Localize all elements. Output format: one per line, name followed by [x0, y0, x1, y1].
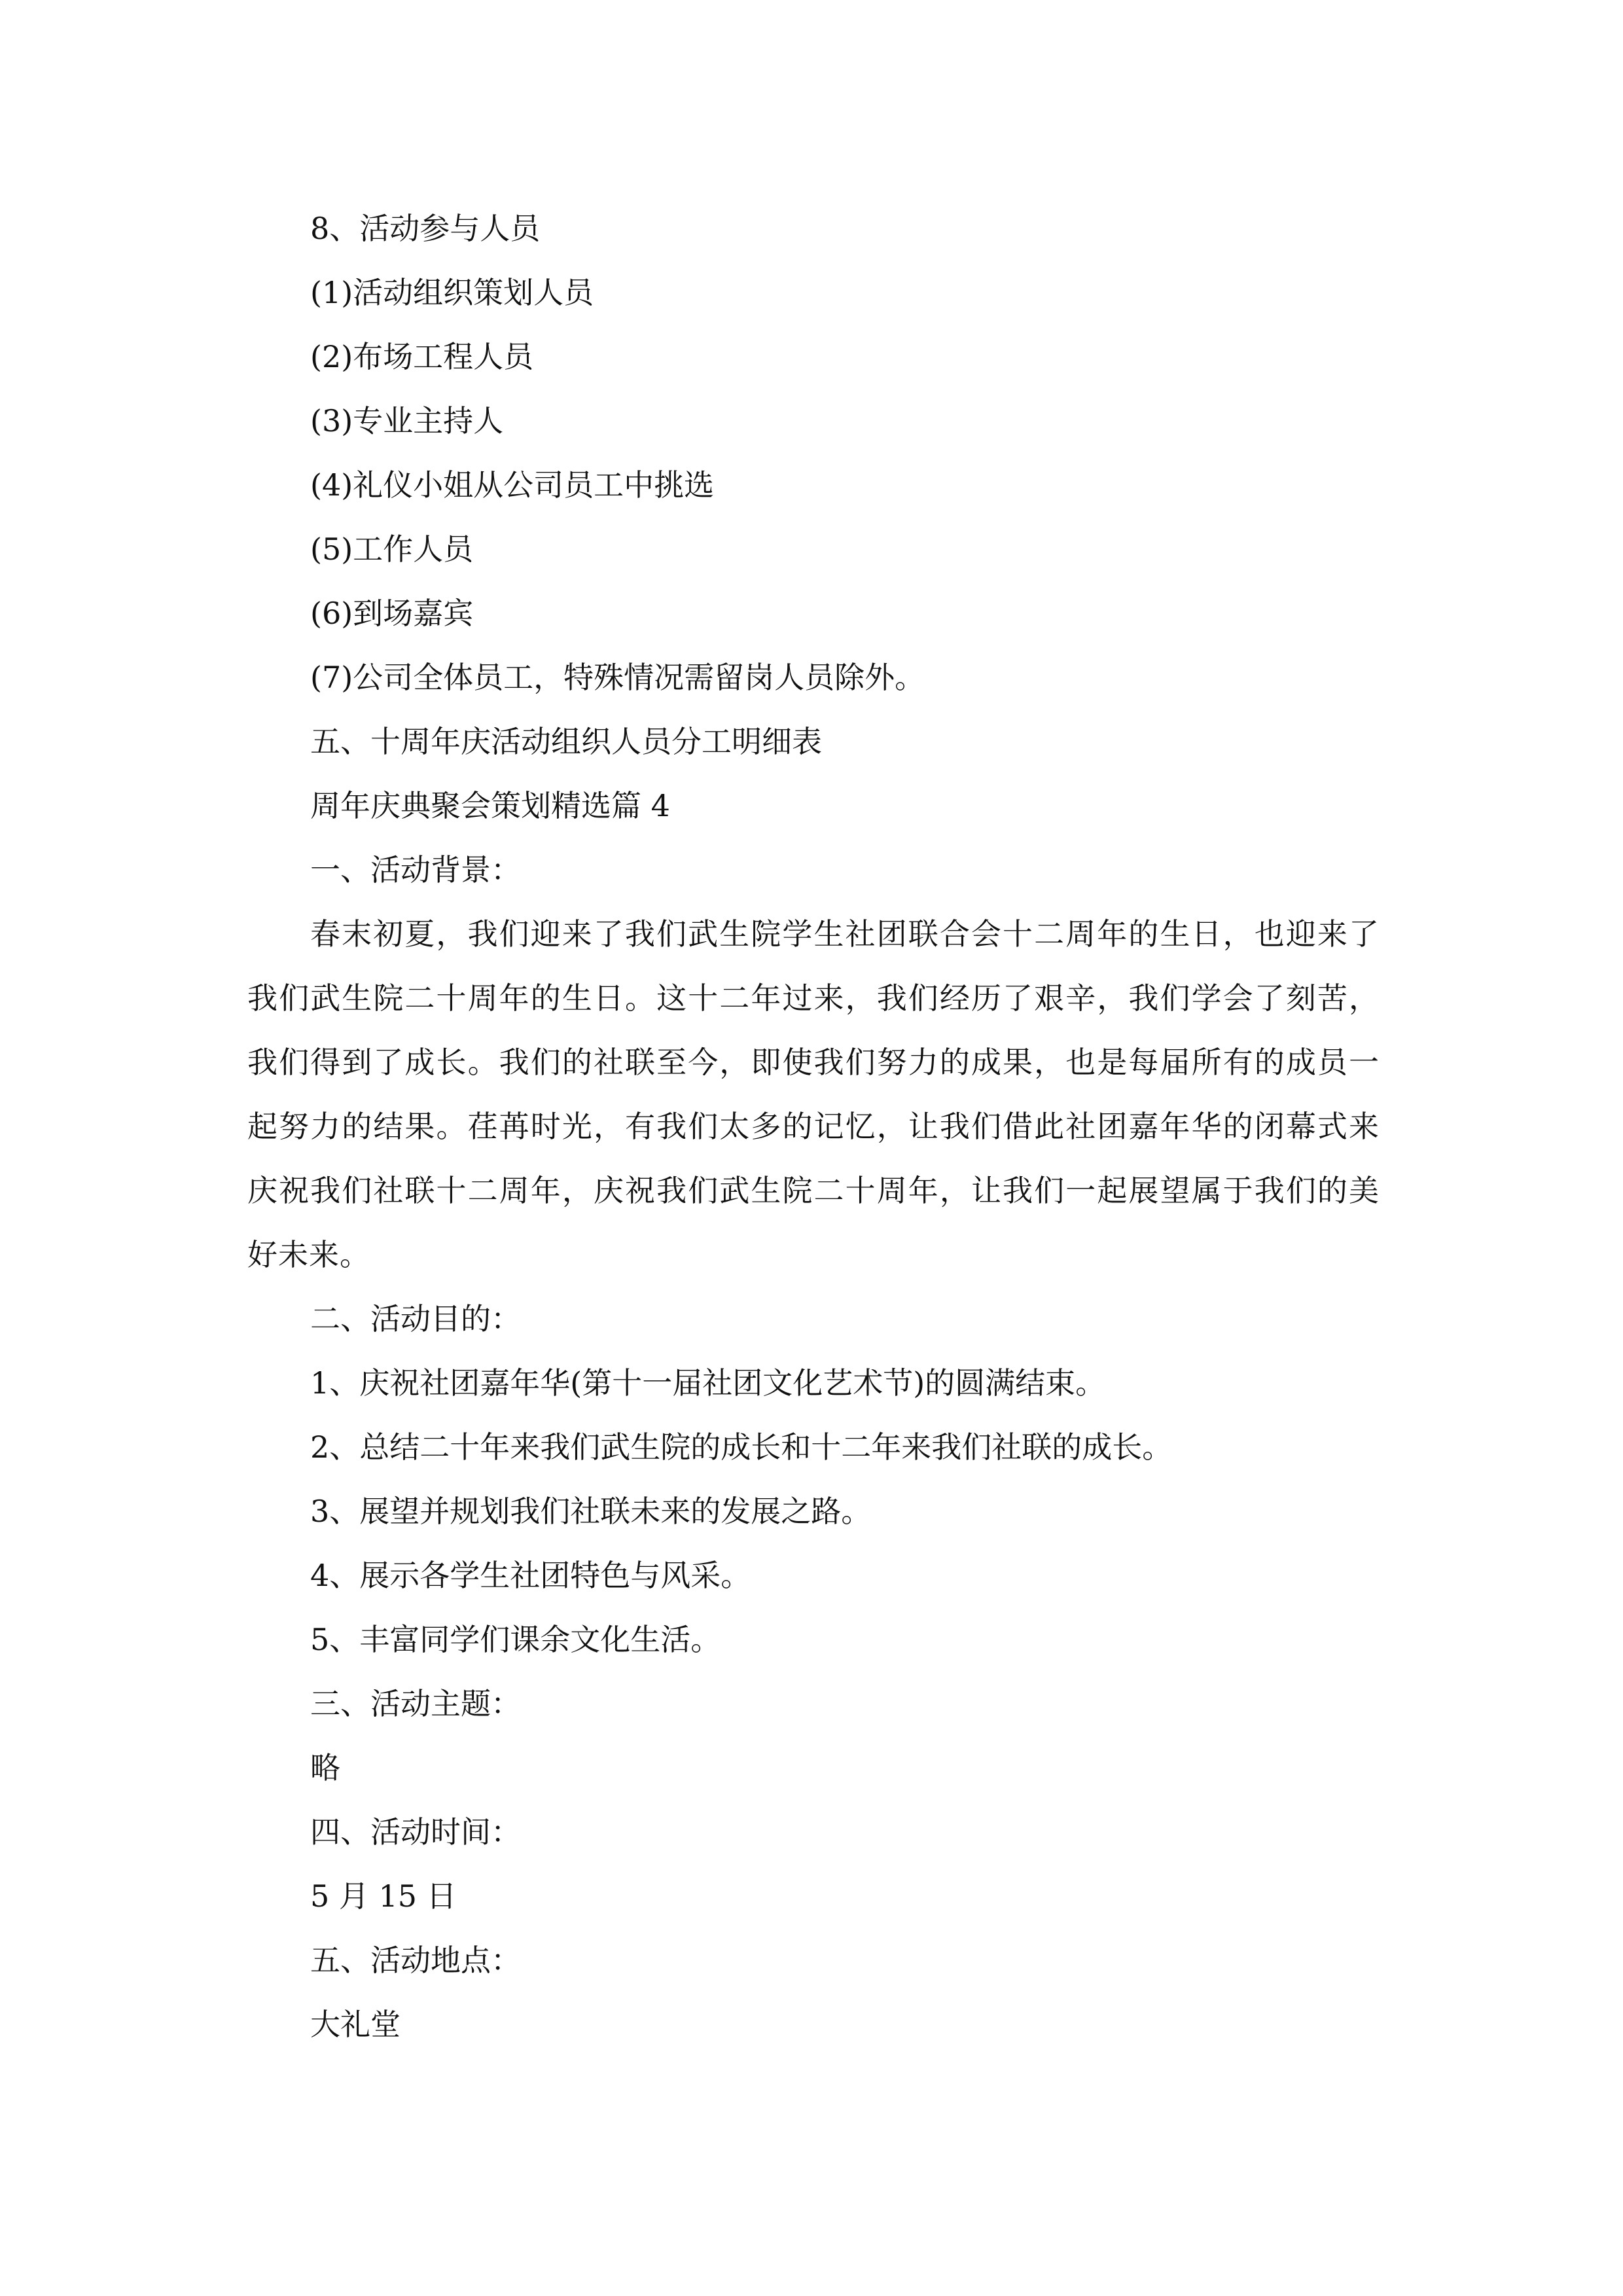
text-line: 大礼堂	[310, 2007, 401, 2042]
text-line: (7)公司全体员工，特殊情况需留岗人员除外。	[310, 660, 925, 695]
list-item: 4、展示各学生社团特色与风采。	[310, 1558, 751, 1593]
section-heading: 三、活动主题：	[310, 1686, 521, 1721]
text-line: (5)工作人员	[310, 531, 474, 567]
text-line: (4)礼仪小姐从公司员工中挑选	[310, 467, 715, 503]
section-heading: 一、活动背景：	[310, 852, 521, 888]
section-heading: 五、活动地点：	[310, 1943, 521, 1978]
text-line: 5 月 15 日	[310, 1878, 457, 1914]
text-line: 8、活动参与人员	[310, 211, 541, 246]
list-item: 1、庆祝社团嘉年华(第十一届社团文化艺术节)的圆满结束。	[310, 1365, 1106, 1401]
section-heading: 五、十周年庆活动组织人员分工明细表	[310, 724, 822, 759]
list-item: 5、丰富同学们课余文化生活。	[310, 1622, 721, 1657]
text-line: (1)活动组织策划人员	[310, 275, 594, 310]
text-line: 略	[310, 1750, 340, 1785]
list-item: 3、展望并规划我们社联未来的发展之路。	[310, 1494, 872, 1529]
list-item: 2、总结二十年来我们武生院的成长和十二年来我们社联的成长。	[310, 1429, 1173, 1465]
section-heading: 四、活动时间：	[310, 1814, 521, 1850]
background-paragraph: 春末初夏，我们迎来了我们武生院学生社团联合会十二周年的生日，也迎来了我们武生院二十周年的生日。这十二年过来，我们经历了艰辛，我们学会了刻苦，我们得到了成长。我们的社联至今，即使我们努力的成果，也是每届所有的成员一起努力的结果。荏苒时光，有我们太多的记忆，让我们借此社团嘉年华的闭幕式来庆祝我们社联十二周年，庆祝我们武生院二十周年，让我们一起展望属于我们的美好未来。	[247, 916, 1380, 1272]
chapter-title: 周年庆典聚会策划精选篇 4	[310, 788, 670, 823]
text-line: (3)专业主持人	[310, 403, 504, 439]
section-heading: 二、活动目的：	[310, 1301, 521, 1336]
document-body	[247, 196, 1380, 2056]
text-line: (6)到场嘉宾	[310, 596, 474, 631]
text-line: (2)布场工程人员	[310, 339, 534, 374]
